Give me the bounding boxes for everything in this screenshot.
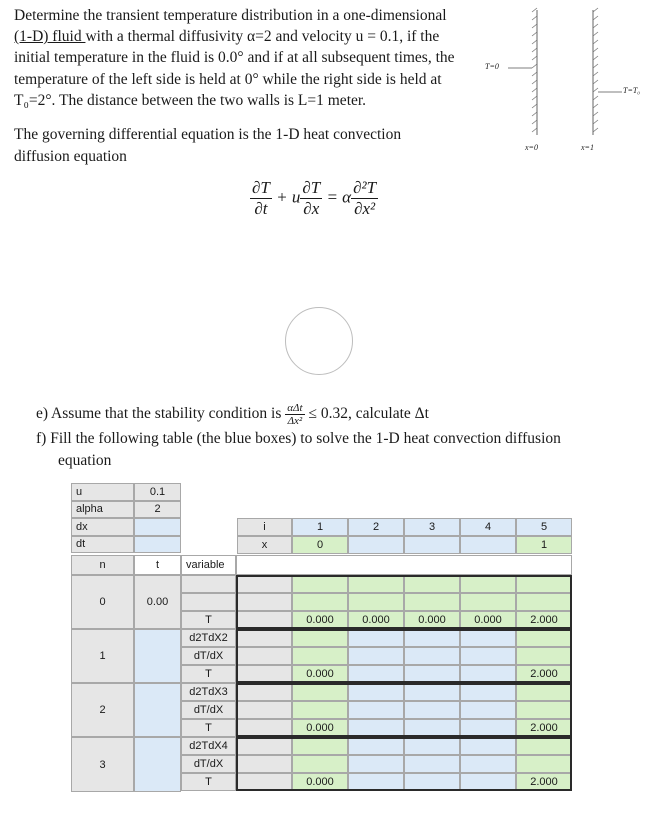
header-n: n	[71, 555, 134, 575]
grid-x-label: x	[237, 536, 292, 554]
row-2-var-1: dT/dX	[181, 701, 236, 719]
row-0-col-5-sub-0	[516, 575, 572, 593]
row-1-col-3-sub-0[interactable]	[404, 629, 460, 647]
row-3-col-3-sub-2[interactable]	[404, 773, 460, 791]
governing-line-1: The governing differential equation is the 1-D heat convection	[14, 126, 402, 143]
row-2-col-4-sub-1[interactable]	[460, 701, 516, 719]
stability-den: Δx²	[287, 415, 303, 427]
radio-circle[interactable]	[285, 307, 353, 375]
row-t-0: 0.00	[134, 575, 181, 629]
row-1-col-4-sub-2[interactable]	[460, 665, 516, 683]
grid-x-5: 1	[516, 536, 572, 554]
row-1-col-3-sub-2[interactable]	[404, 665, 460, 683]
row-0-col-1-sub-0	[292, 575, 348, 593]
row-3-spacer-0	[236, 737, 292, 755]
row-2-var-0: d2TdX3	[181, 683, 236, 701]
right-wall-label: T=T₀	[623, 86, 641, 95]
grid-i-3: 3	[404, 518, 460, 536]
row-0-col-5-sub-1	[516, 593, 572, 611]
row-t-2[interactable]	[134, 683, 181, 737]
row-1-col-2-sub-0[interactable]	[348, 629, 404, 647]
eq-dT: ∂T	[252, 178, 270, 197]
row-1-spacer-2	[236, 665, 292, 683]
row-3-col-2-sub-1[interactable]	[348, 755, 404, 773]
row-3-spacer-1	[236, 755, 292, 773]
param-value-dx[interactable]	[134, 518, 181, 536]
grid-i-1: 1	[292, 518, 348, 536]
row-1-col-2-sub-1[interactable]	[348, 647, 404, 665]
row-3-col-1-sub-0	[292, 737, 348, 755]
row-3-col-2-sub-2[interactable]	[348, 773, 404, 791]
header-variable: variable	[181, 555, 236, 575]
row-0-var-2: T	[181, 611, 236, 629]
row-t-1[interactable]	[134, 629, 181, 683]
row-1-col-2-sub-2[interactable]	[348, 665, 404, 683]
statement-line-4: temperature of the left side is held at 0° while the right side is held at	[14, 71, 442, 88]
row-1-spacer-0	[236, 629, 292, 647]
row-0-col-4-sub-0	[460, 575, 516, 593]
row-3-col-4-sub-1[interactable]	[460, 755, 516, 773]
row-3-col-2-sub-0[interactable]	[348, 737, 404, 755]
row-3-col-3-sub-0[interactable]	[404, 737, 460, 755]
row-2-col-1-sub-1	[292, 701, 348, 719]
row-0-spacer-2	[236, 611, 292, 629]
row-0-spacer-1	[236, 593, 292, 611]
left-wall-label: T=0	[485, 62, 499, 71]
statement-line-5: T₀=2°. The distance between the two walls is L=1 meter.	[14, 92, 367, 109]
row-n-2: 2	[71, 683, 134, 737]
row-0-spacer-0	[236, 575, 292, 593]
wall-figure	[482, 0, 650, 160]
row-2-col-1-sub-2: 0.000	[292, 719, 348, 737]
statement-line-2-rest: with a thermal diffusivity α=2 and velocity u = 0.1, if the	[85, 28, 440, 45]
row-2-col-2-sub-0[interactable]	[348, 683, 404, 701]
row-1-spacer-1	[236, 647, 292, 665]
eq-dx: ∂x	[303, 199, 320, 218]
part-e-text-2: ≤ 0.32, calculate Δt	[308, 405, 429, 423]
row-3-col-5-sub-0	[516, 737, 572, 755]
eq-dT-2: ∂T	[302, 178, 321, 197]
row-0-col-2-sub-2: 0.000	[348, 611, 404, 629]
row-3-col-1-sub-1	[292, 755, 348, 773]
row-2-col-2-sub-1[interactable]	[348, 701, 404, 719]
eq-plus-u: + u	[276, 187, 301, 207]
grid-i-4: 4	[460, 518, 516, 536]
param-label-dx: dx	[71, 518, 134, 536]
row-3-spacer-2	[236, 773, 292, 791]
row-3-var-1: dT/dX	[181, 755, 236, 773]
param-label-alpha: alpha	[71, 501, 134, 519]
param-value-alpha: 2	[134, 501, 181, 519]
row-0-col-1-sub-1	[292, 593, 348, 611]
row-1-col-5-sub-1	[516, 647, 572, 665]
row-0-col-3-sub-1	[404, 593, 460, 611]
row-t-3[interactable]	[134, 737, 181, 792]
part-e-text: e) Assume that the stability condition is	[36, 405, 282, 423]
param-value-u: 0.1	[134, 483, 181, 501]
row-1-col-5-sub-0	[516, 629, 572, 647]
row-3-var-2: T	[181, 773, 236, 791]
row-0-col-4-sub-2: 0.000	[460, 611, 516, 629]
grid-i-2: 2	[348, 518, 404, 536]
row-2-col-3-sub-0[interactable]	[404, 683, 460, 701]
row-0-col-1-sub-2: 0.000	[292, 611, 348, 629]
row-2-col-5-sub-2: 2.000	[516, 719, 572, 737]
param-label-u: u	[71, 483, 134, 501]
row-0-col-2-sub-0	[348, 575, 404, 593]
statement-line-3: initial temperature in the fluid is 0.0° and if at all subsequent times, the	[14, 49, 455, 66]
row-3-col-4-sub-0[interactable]	[460, 737, 516, 755]
row-0-col-4-sub-1	[460, 593, 516, 611]
row-2-col-4-sub-0[interactable]	[460, 683, 516, 701]
param-label-dt: dt	[71, 536, 134, 554]
row-0-var-0	[181, 575, 236, 593]
eq-dx2: ∂x²	[354, 199, 376, 218]
row-n-0: 0	[71, 575, 134, 629]
governing-equation	[250, 178, 378, 219]
row-2-col-1-sub-0	[292, 683, 348, 701]
row-1-var-2: T	[181, 665, 236, 683]
header-blank	[236, 555, 572, 575]
row-2-col-5-sub-1	[516, 701, 572, 719]
part-f-line-1: f) Fill the following table (the blue boxes) to solve the 1-D heat convection diffusion	[36, 430, 561, 447]
grid-i-label: i	[237, 518, 292, 536]
row-0-col-5-sub-2: 2.000	[516, 611, 572, 629]
row-1-col-3-sub-1[interactable]	[404, 647, 460, 665]
x0-label: x=0	[525, 143, 538, 152]
grid-x-1: 0	[292, 536, 348, 554]
row-1-var-1: dT/dX	[181, 647, 236, 665]
row-1-var-0: d2TdX2	[181, 629, 236, 647]
grid-i-5: 5	[516, 518, 572, 536]
row-2-spacer-2	[236, 719, 292, 737]
row-3-col-5-sub-1	[516, 755, 572, 773]
fluid-link-text: (1-D) fluid	[14, 28, 86, 45]
statement-line-2	[14, 26, 439, 48]
eq-alpha: = α	[326, 187, 352, 207]
row-n-3: 3	[71, 737, 134, 792]
stability-fraction	[285, 402, 304, 427]
eq-d2T: ∂²T	[353, 178, 377, 197]
row-1-col-5-sub-2: 2.000	[516, 665, 572, 683]
row-1-col-1-sub-1	[292, 647, 348, 665]
stability-num: αΔt	[287, 402, 303, 414]
row-1-col-4-sub-1[interactable]	[460, 647, 516, 665]
row-2-col-5-sub-0	[516, 683, 572, 701]
x1-label: x=1	[581, 143, 594, 152]
row-3-col-4-sub-2[interactable]	[460, 773, 516, 791]
row-2-col-4-sub-2[interactable]	[460, 719, 516, 737]
row-0-var-1	[181, 593, 236, 611]
grid-x-2[interactable]	[348, 536, 404, 554]
header-t: t	[134, 555, 181, 575]
row-3-var-0: d2TdX4	[181, 737, 236, 755]
row-0-col-2-sub-1	[348, 593, 404, 611]
row-n-1: 1	[71, 629, 134, 683]
row-0-col-3-sub-0	[404, 575, 460, 593]
row-0-col-3-sub-2: 0.000	[404, 611, 460, 629]
row-1-col-1-sub-2: 0.000	[292, 665, 348, 683]
row-3-col-5-sub-2: 2.000	[516, 773, 572, 791]
governing-line-2: diffusion equation	[14, 148, 127, 165]
statement-line-1: Determine the transient temperature distribution in a one-dimensional	[14, 7, 447, 24]
grid-x-4[interactable]	[460, 536, 516, 554]
row-2-spacer-0	[236, 683, 292, 701]
part-e	[36, 402, 429, 427]
param-value-dt[interactable]	[134, 536, 181, 554]
row-2-spacer-1	[236, 701, 292, 719]
row-1-col-1-sub-0	[292, 629, 348, 647]
row-1-col-4-sub-0[interactable]	[460, 629, 516, 647]
eq-dt: ∂t	[254, 199, 268, 218]
row-2-var-2: T	[181, 719, 236, 737]
row-3-col-3-sub-1[interactable]	[404, 755, 460, 773]
row-2-col-3-sub-2[interactable]	[404, 719, 460, 737]
row-2-col-2-sub-2[interactable]	[348, 719, 404, 737]
grid-x-3[interactable]	[404, 536, 460, 554]
row-2-col-3-sub-1[interactable]	[404, 701, 460, 719]
part-f-line-2: equation	[58, 452, 112, 469]
row-3-col-1-sub-2: 0.000	[292, 773, 348, 791]
